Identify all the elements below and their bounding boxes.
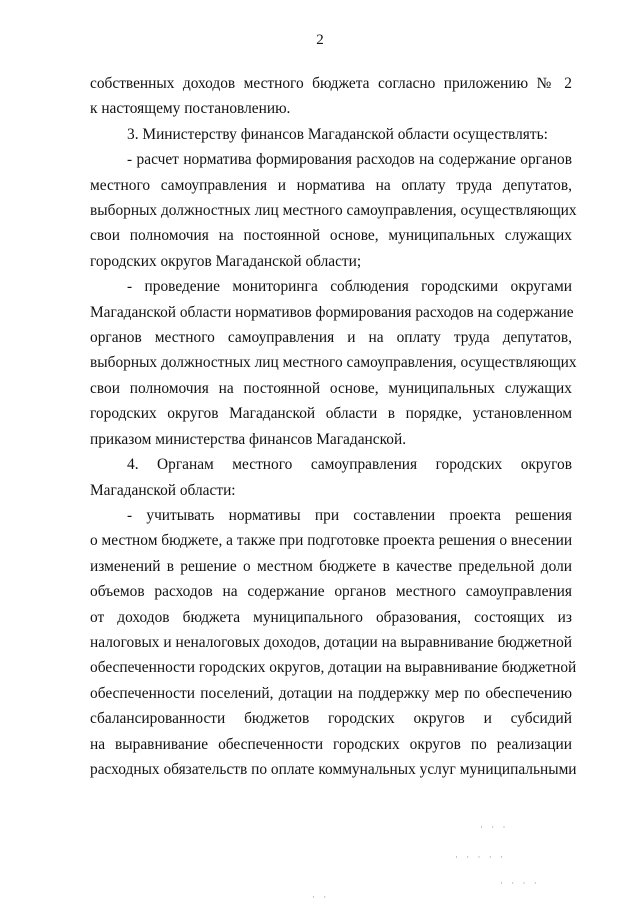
page-number: 2: [316, 32, 324, 48]
text-line: свои полномочия на постоянной основе, муниципальных служащих: [90, 379, 572, 397]
text-line: 3. Министерству финансов Магаданской области осуществлять:: [127, 125, 548, 143]
text-line: выборных должностных лиц местного самоуправления, осуществляющих: [90, 354, 577, 372]
text-line: изменений в решение о местном бюджете в качестве предельной доли: [90, 557, 572, 575]
text-line: от доходов бюджета муниципального образования, состоящих из: [90, 608, 572, 626]
text-line: органов местного самоуправления и на оплату труда депутатов,: [90, 329, 572, 347]
paragraph-item-3: [90, 122, 572, 147]
scan-artifact: · · · ·: [500, 878, 540, 888]
text-line: Магаданской области нормативов формирования расходов на содержание: [90, 303, 574, 321]
scan-artifact: · · ·: [480, 822, 509, 832]
paragraph-income-continuation: [90, 71, 572, 122]
paragraph-calculation: [90, 147, 577, 274]
text-line: - учитывать нормативы при составлении проекта решения: [127, 506, 572, 524]
text-line: обеспеченности городских округов, дотации на выравнивание бюджетной: [90, 659, 577, 677]
text-line: налоговых и неналоговых доходов, дотации на выравнивание бюджетной: [90, 633, 572, 651]
paragraph-monitoring: [90, 274, 577, 452]
scan-artifact: · ·: [312, 892, 330, 902]
text-line: городских округов Магаданской области в порядке, установленном: [90, 405, 572, 423]
text-line: расходных обязательств по оплате коммунальных услуг муниципальными: [90, 760, 577, 778]
text-line: о местном бюджете, а также при подготовке проекта решения о внесении: [90, 532, 573, 550]
text-line: приказом министерства финансов Магаданской.: [90, 430, 407, 448]
text-line: сбалансированности бюджетов городских округов и субсидий: [90, 710, 572, 728]
text-line: собственных доходов местного бюджета согласно приложению № 2: [90, 75, 572, 92]
paragraph-item-4: [90, 452, 572, 503]
text-line: обеспеченности поселений, дотации на поддержку мер по обеспечению: [90, 684, 572, 702]
text-line: выборных должностных лиц местного самоуправления, осуществляющих: [90, 202, 577, 220]
text-line: - проведение мониторинга соблюдения городскими округами: [127, 278, 572, 296]
document-body: [90, 71, 577, 782]
text-line: свои полномочия на постоянной основе, муниципальных служащих: [90, 227, 572, 245]
text-line: местного самоуправления и норматива на оплату труда депутатов,: [90, 176, 572, 194]
text-line: объемов расходов на содержание органов местного самоуправления: [90, 583, 572, 601]
scan-artifact: · · · · ·: [455, 852, 506, 862]
text-line: - расчет норматива формирования расходов на содержание органов: [127, 151, 572, 169]
text-line: городских округов Магаданской области;: [90, 252, 362, 270]
text-line: на выравнивание обеспеченности городских округов по реализации: [90, 735, 572, 753]
paragraph-norms: [90, 503, 577, 782]
text-line: Магаданской области:: [90, 481, 236, 499]
text-line: к настоящему постановлению.: [90, 100, 291, 118]
text-line: 4. Органам местного самоуправления городских округов: [127, 456, 572, 474]
